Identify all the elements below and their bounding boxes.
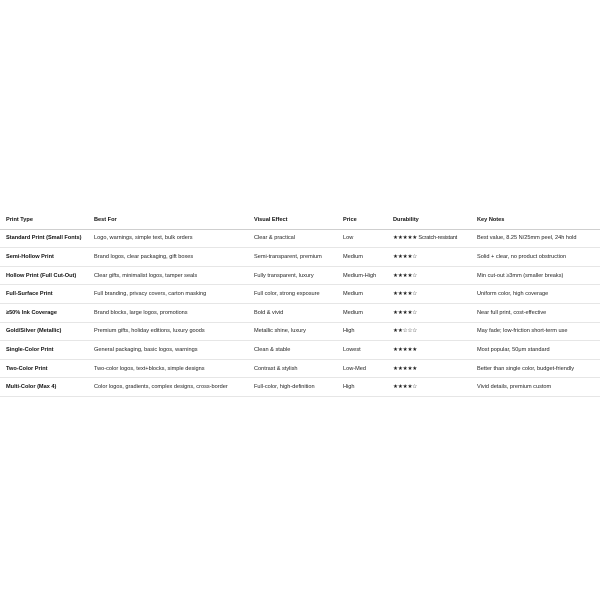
cell-print-type: ≥50% Ink Coverage: [0, 303, 88, 322]
table-header-row: [0, 211, 600, 229]
cell-print-type: Two-Color Print: [0, 359, 88, 378]
cell-durability: ★★★★★: [387, 341, 471, 360]
print-types-table-container: [0, 211, 600, 397]
cell-best-for: Color logos, gradients, complex designs, cross-border: [88, 378, 248, 397]
cell-visual-effect: Full-color, high-definition: [248, 378, 337, 397]
cell-best-for: Full branding, privacy covers, carton masking: [88, 285, 248, 304]
cell-visual-effect: Full color, strong exposure: [248, 285, 337, 304]
table-row: [0, 285, 600, 304]
cell-print-type: Gold/Silver (Metallic): [0, 322, 88, 341]
cell-price: High: [337, 378, 387, 397]
cell-price: Low: [337, 229, 387, 248]
print-types-table: [0, 211, 600, 397]
cell-best-for: General packaging, basic logos, warnings: [88, 341, 248, 360]
cell-best-for: Premium gifts, holiday editions, luxury goods: [88, 322, 248, 341]
cell-price: Medium: [337, 285, 387, 304]
table-row: [0, 266, 600, 285]
cell-key-notes: Best value, 8.25 N/25mm peel, 24h hold: [471, 229, 600, 248]
header-best-for: Best For: [88, 211, 248, 229]
cell-visual-effect: Fully transparent, luxury: [248, 266, 337, 285]
cell-key-notes: Solid + clear, no product obstruction: [471, 248, 600, 267]
table-row: [0, 322, 600, 341]
table-row: [0, 303, 600, 322]
cell-print-type: Standard Print (Small Fonts): [0, 229, 88, 248]
cell-durability: ★★☆☆☆: [387, 322, 471, 341]
cell-best-for: Two-color logos, text+blocks, simple designs: [88, 359, 248, 378]
cell-best-for: Logo, warnings, simple text, bulk orders: [88, 229, 248, 248]
cell-key-notes: Vivid details, premium custom: [471, 378, 600, 397]
cell-key-notes: Uniform color, high coverage: [471, 285, 600, 304]
table-row: [0, 341, 600, 360]
cell-price: Lowest: [337, 341, 387, 360]
cell-best-for: Brand blocks, large logos, promotions: [88, 303, 248, 322]
cell-durability: ★★★★☆: [387, 285, 471, 304]
cell-visual-effect: Contrast & stylish: [248, 359, 337, 378]
cell-print-type: Full-Surface Print: [0, 285, 88, 304]
cell-print-type: Multi-Color (Max 4): [0, 378, 88, 397]
cell-visual-effect: Bold & vivid: [248, 303, 337, 322]
header-key-notes: Key Notes: [471, 211, 600, 229]
cell-best-for: Brand logos, clear packaging, gift boxes: [88, 248, 248, 267]
header-durability: Durability: [387, 211, 471, 229]
cell-key-notes: Better than single color, budget-friendly: [471, 359, 600, 378]
cell-price: Medium: [337, 248, 387, 267]
cell-key-notes: May fade; low-friction short-term use: [471, 322, 600, 341]
cell-best-for: Clear gifts, minimalist logos, tamper seals: [88, 266, 248, 285]
header-visual-effect: Visual Effect: [248, 211, 337, 229]
cell-visual-effect: Metallic shine, luxury: [248, 322, 337, 341]
cell-visual-effect: Clean & stable: [248, 341, 337, 360]
cell-durability: ★★★★☆: [387, 266, 471, 285]
cell-durability: ★★★★☆: [387, 378, 471, 397]
cell-key-notes: Min cut-out ≥3mm (smaller breaks): [471, 266, 600, 285]
cell-price: Medium: [337, 303, 387, 322]
cell-price: Low-Med: [337, 359, 387, 378]
table-row: [0, 378, 600, 397]
cell-durability: ★★★★☆: [387, 303, 471, 322]
cell-print-type: Hollow Print (Full Cut-Out): [0, 266, 88, 285]
cell-durability: ★★★★★: [387, 359, 471, 378]
table-row: [0, 248, 600, 267]
cell-visual-effect: Clear & practical: [248, 229, 337, 248]
cell-key-notes: Most popular, 50μm standard: [471, 341, 600, 360]
cell-durability: ★★★★☆: [387, 248, 471, 267]
cell-print-type: Single-Color Print: [0, 341, 88, 360]
cell-print-type: Semi-Hollow Print: [0, 248, 88, 267]
cell-durability: ★★★★★ Scratch-resistant: [387, 229, 471, 248]
table-row: [0, 359, 600, 378]
cell-visual-effect: Semi-transparent, premium: [248, 248, 337, 267]
table-row: [0, 229, 600, 248]
cell-price: High: [337, 322, 387, 341]
header-price: Price: [337, 211, 387, 229]
cell-price: Medium-High: [337, 266, 387, 285]
cell-key-notes: Near full print, cost-effective: [471, 303, 600, 322]
header-print-type: Print Type: [0, 211, 88, 229]
